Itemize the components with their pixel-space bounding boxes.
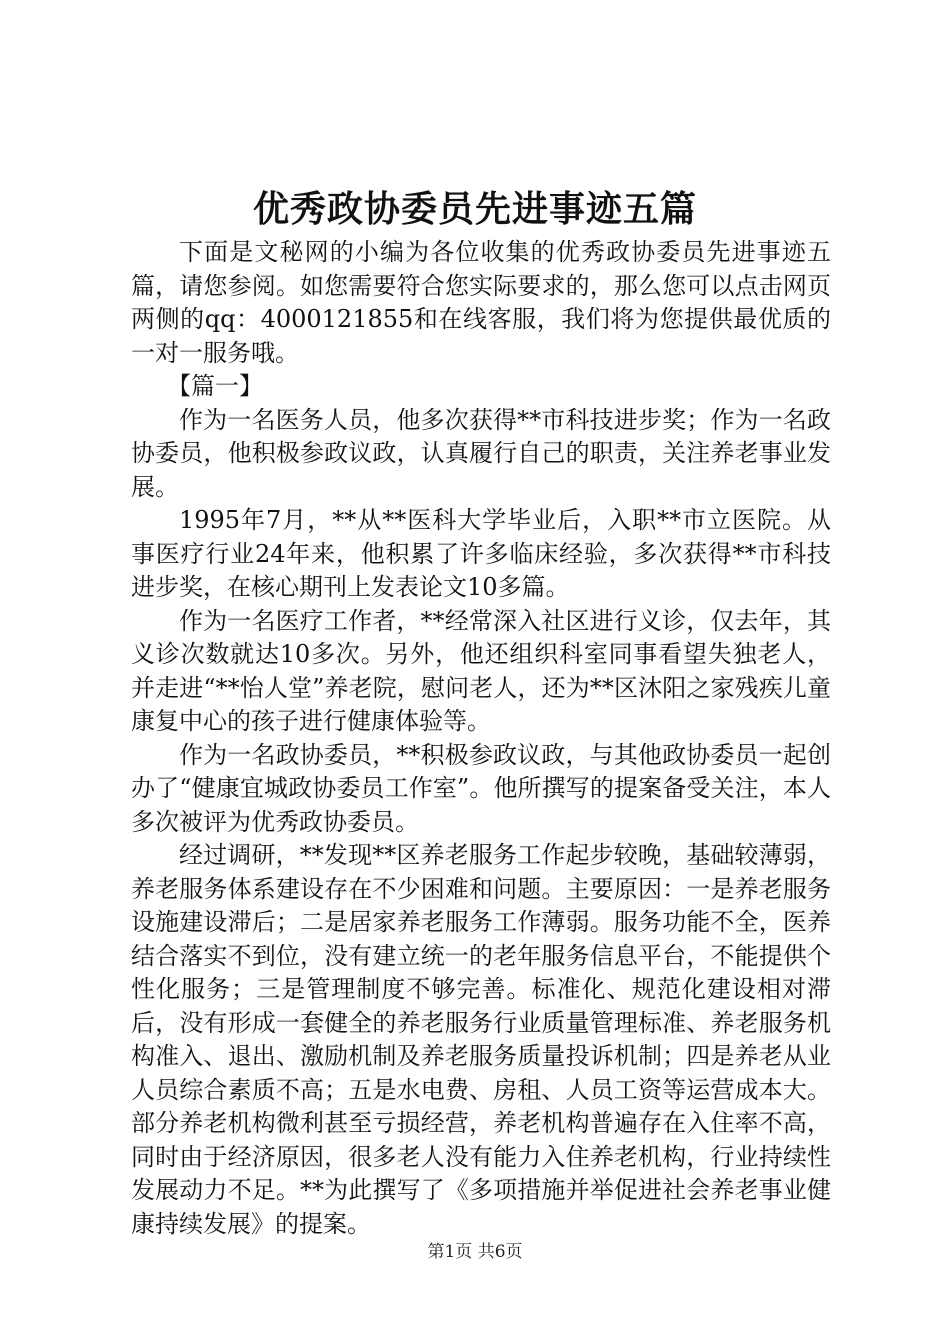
body-paragraph: 作为一名医务人员，他多次获得**市科技进步奖；作为一名政协委员，他积极参政议政，认真履行自己的职责，关注养老事业发展。 bbox=[131, 405, 831, 501]
section-heading: 【篇一】 bbox=[167, 372, 263, 400]
body-paragraph: 经过调研，**发现**区养老服务工作起步较晚，基础较薄弱，养老服务体系建设存在不少困难和问题。主要原因：一是养老服务设施建设滞后；二是居家养老服务工作薄弱。服务功能不全，医养结合落实不到位，没有建立统一的老年服务信息平台，不能提供个性化服务；三是管理制度不够完善。标准化、规范化建设相对滞后，没有形成一套健全的养老服务行业质量管理标准、养老服务机构准入、退出、激励机制及养老服务质量投诉机制；四是养老从业人员综合素质不高；五是水电费、房租、人员工资等运营成本大。部分养老机构微利甚至亏损经营，养老机构普遍存在入住率不高，同时由于经济原因，很多老人没有能力入住养老机构，行业持续性发展动力不足。**为此撰写了《多项措施并举促进社会养老事业健康持续发展》的提案。 bbox=[131, 841, 831, 1238]
body-paragraph: 作为一名政协委员，**积极参政议政，与其他政协委员一起创办了“健康宜城政协委员工作室”。他所撰写的提案备受关注，本人多次被评为优秀政协委员。 bbox=[131, 740, 831, 836]
page-footer: 第1页 共6页 bbox=[427, 1242, 523, 1262]
document-title: 优秀政协委员先进事迹五篇 bbox=[252, 188, 697, 230]
body-paragraph: 1995年7月，**从**医科大学毕业后，入职**市立医院。从事医疗行业24年来，他积累了许多临床经验，多次获得**市科技进步奖，在核心期刊上发表论文10多篇。 bbox=[131, 506, 831, 601]
document-body bbox=[131, 236, 831, 1241]
intro-paragraph: 下面是文秘网的小编为各位收集的优秀政协委员先进事迹五篇，请您参阅。如您需要符合您实际要求的，那么您可以点击网页两侧的qq：4000121855和在线客服，我们将为您提供最优质的一对一服务哦。 bbox=[131, 238, 831, 367]
body-paragraph: 作为一名医疗工作者，**经常深入社区进行义诊，仅去年，其义诊次数就达10多次。另外，他还组织科室同事看望失独老人，并走进“**怡人堂”养老院，慰问老人，还为**区沐阳之家残疾儿童康复中心的孩子进行健康体验等。 bbox=[131, 606, 831, 735]
